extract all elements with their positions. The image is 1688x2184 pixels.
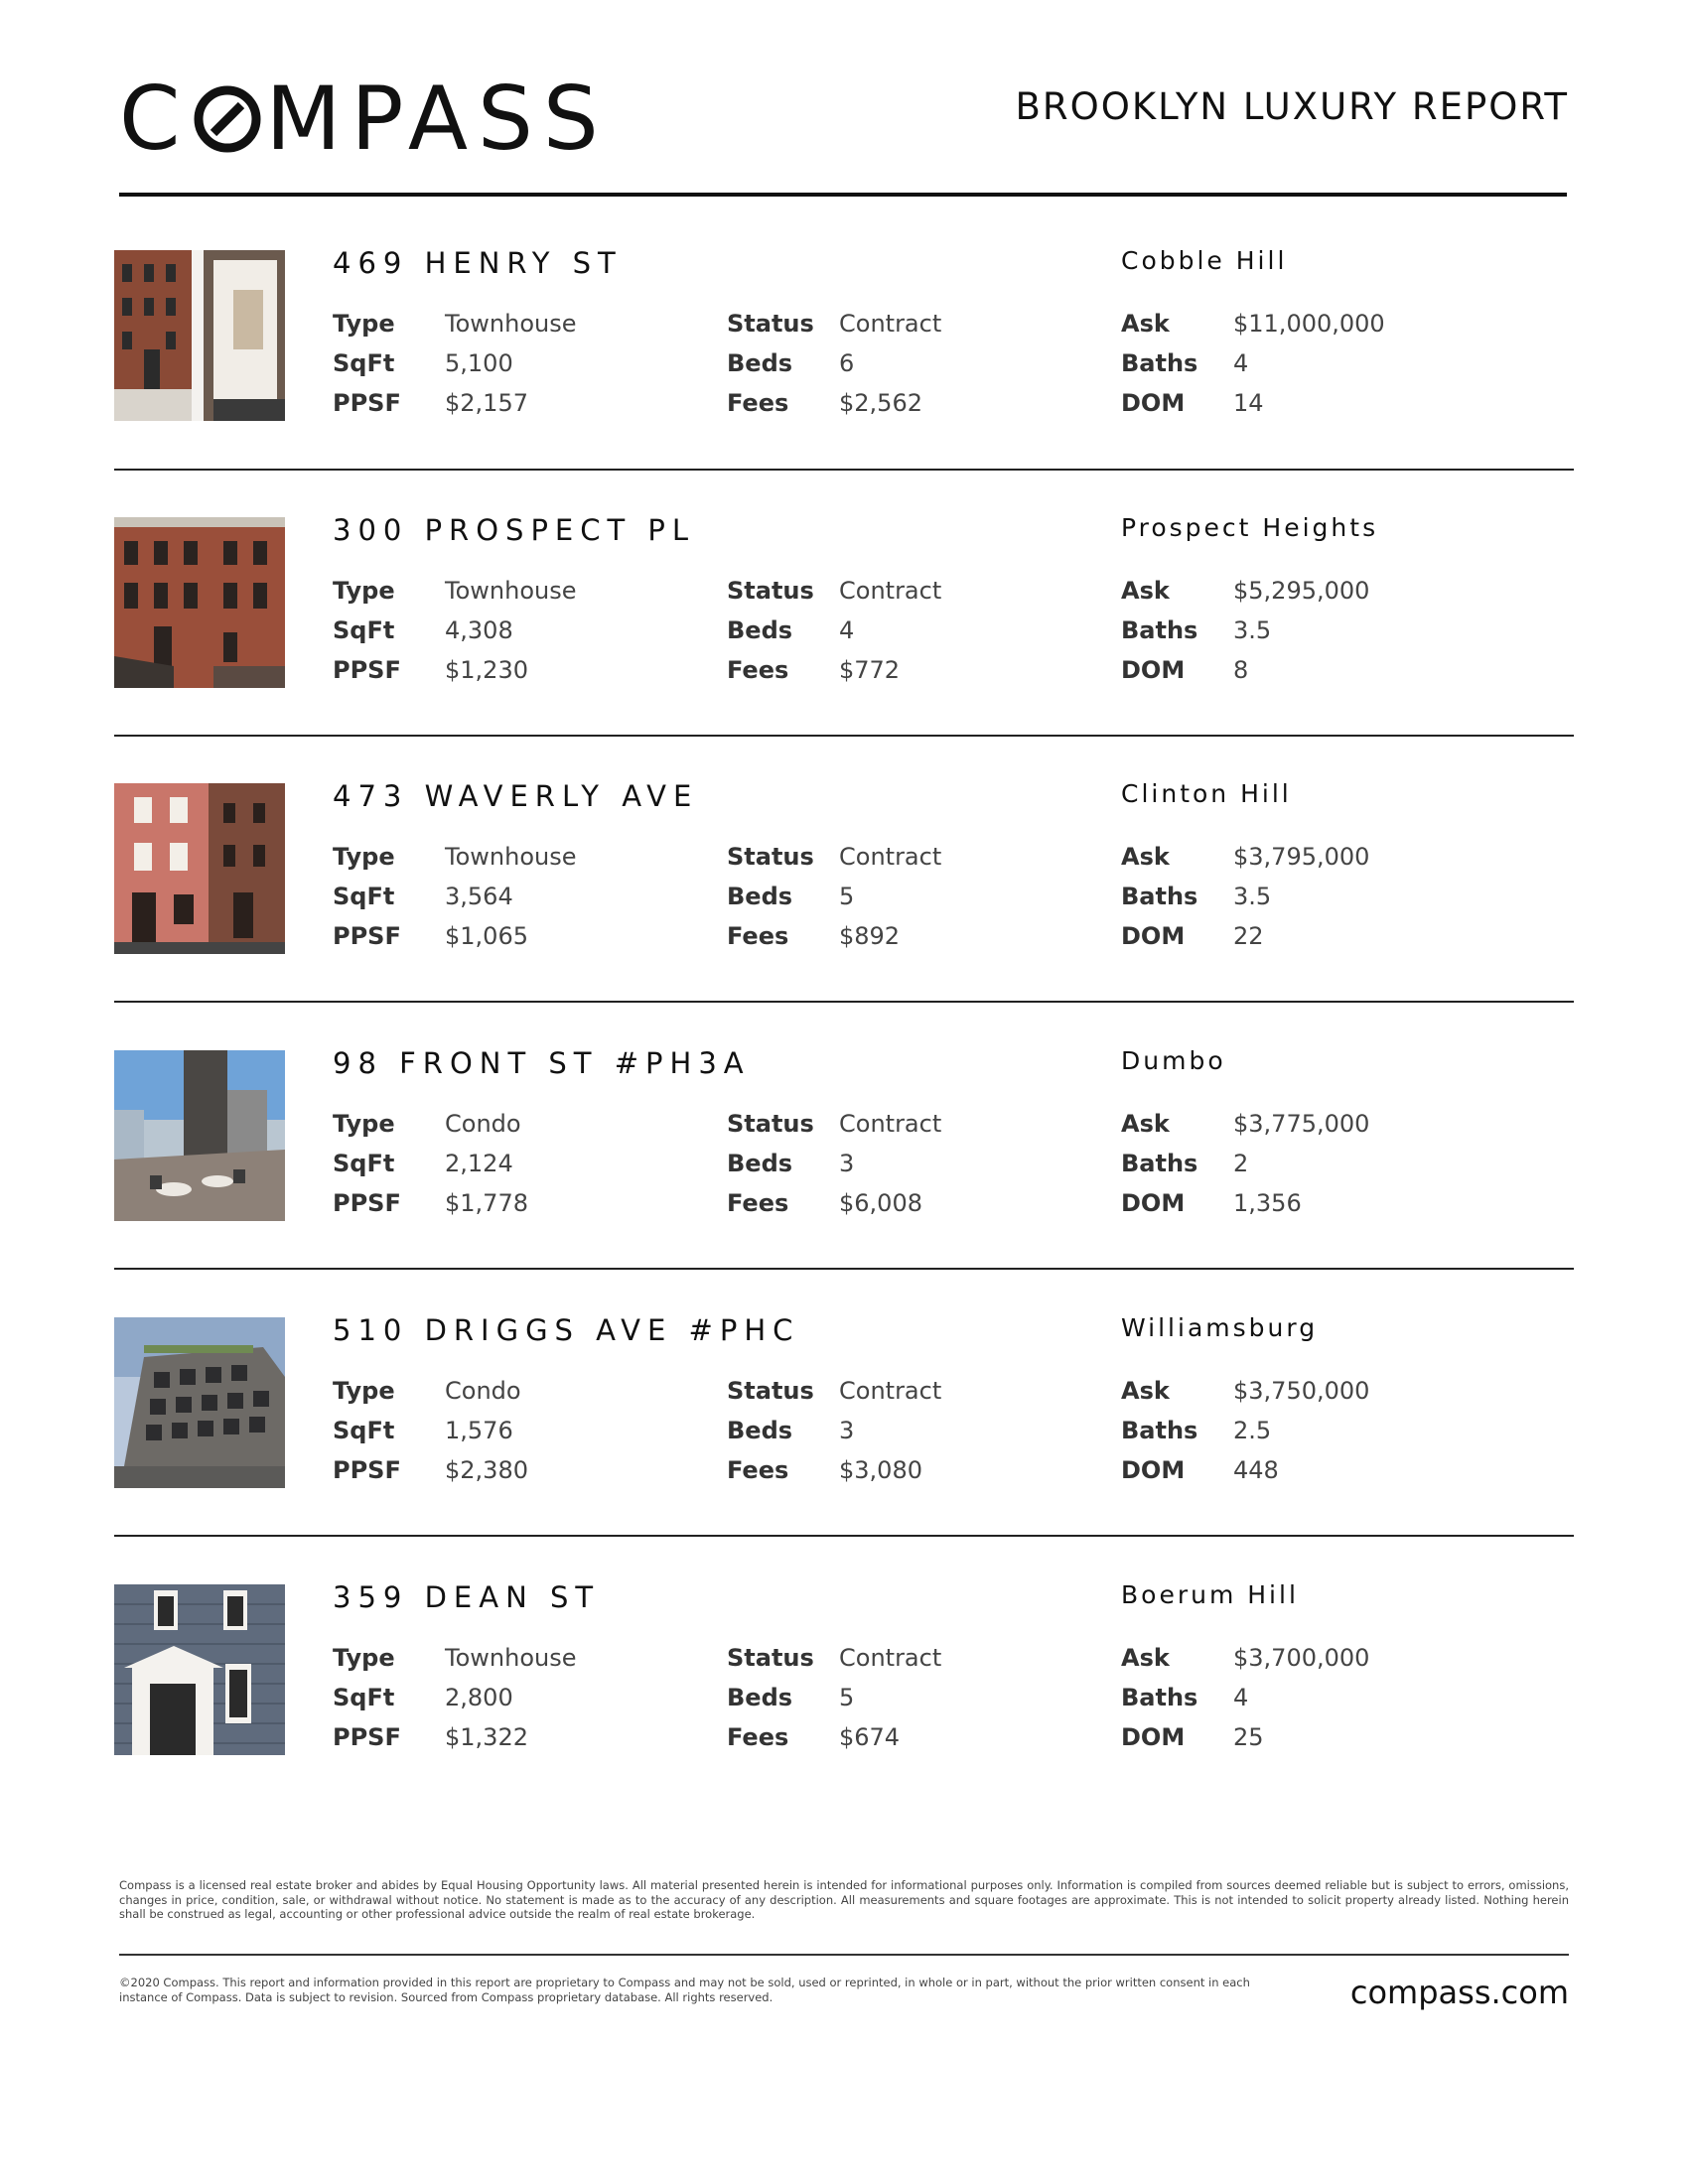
listing-details xyxy=(333,837,1554,956)
fees-label: Fees xyxy=(727,1456,789,1484)
type-label: Type xyxy=(333,1644,395,1672)
sqft-value: 2,124 xyxy=(445,1150,513,1177)
ask-label: Ask xyxy=(1121,310,1170,338)
footer-divider xyxy=(119,1954,1569,1956)
type-label: Type xyxy=(333,843,395,871)
listing-divider xyxy=(114,469,1574,471)
listing-address: 300 PROSPECT PL xyxy=(333,513,696,547)
listing-address: 98 FRONT ST #PH3A xyxy=(333,1046,751,1080)
type-label: Type xyxy=(333,1377,395,1405)
type-value: Condo xyxy=(445,1377,521,1405)
listing-neighborhood: Clinton Hill xyxy=(1121,779,1292,808)
listing-divider xyxy=(114,1535,1574,1537)
listing-address: 359 DEAN ST xyxy=(333,1580,601,1614)
status-value: Contract xyxy=(839,577,942,605)
ask-label: Ask xyxy=(1121,843,1170,871)
report-title: BROOKLYN LUXURY REPORT xyxy=(1015,85,1569,128)
fees-label: Fees xyxy=(727,1723,789,1751)
listing-neighborhood: Boerum Hill xyxy=(1121,1580,1299,1609)
listing-510-driggs-ave-phc xyxy=(114,1313,1574,1556)
ask-value: $11,000,000 xyxy=(1233,310,1385,338)
status-label: Status xyxy=(727,1644,814,1672)
ppsf-value: $1,778 xyxy=(445,1189,528,1217)
beds-label: Beds xyxy=(727,349,793,377)
status-value: Contract xyxy=(839,310,942,338)
ppsf-value: $1,065 xyxy=(445,922,528,950)
listing-address: 473 WAVERLY AVE xyxy=(333,779,699,813)
ask-label: Ask xyxy=(1121,1644,1170,1672)
baths-label: Baths xyxy=(1121,349,1198,377)
beds-label: Beds xyxy=(727,616,793,644)
sqft-label: SqFt xyxy=(333,1417,395,1444)
dom-value: 8 xyxy=(1233,656,1249,684)
listing-details xyxy=(333,304,1554,423)
status-label: Status xyxy=(727,1377,814,1405)
website-url: compass.com xyxy=(1349,1974,1569,2011)
ask-label: Ask xyxy=(1121,1377,1170,1405)
ask-label: Ask xyxy=(1121,1110,1170,1138)
copyright-notice: ©2020 Compass. This report and information provided in this report are proprietary to Compass and may not be sold, used or reprinted, in whole or in part, without the prior written consent in each instance of Compass. Data is subject to revision. Sourced from Compass proprietary database. All rights reserved. xyxy=(119,1976,1250,2004)
status-value: Contract xyxy=(839,843,942,871)
dom-label: DOM xyxy=(1121,656,1186,684)
ppsf-label: PPSF xyxy=(333,1189,401,1217)
type-value: Townhouse xyxy=(445,310,577,338)
type-value: Condo xyxy=(445,1110,521,1138)
dom-value: 448 xyxy=(1233,1456,1279,1484)
status-label: Status xyxy=(727,310,814,338)
type-label: Type xyxy=(333,577,395,605)
dom-label: DOM xyxy=(1121,1723,1186,1751)
ask-value: $3,795,000 xyxy=(1233,843,1370,871)
listing-469-henry-st xyxy=(114,246,1574,488)
fees-label: Fees xyxy=(727,922,789,950)
sqft-value: 1,576 xyxy=(445,1417,513,1444)
type-value: Townhouse xyxy=(445,577,577,605)
legal-disclaimer: Compass is a licensed real estate broker and abides by Equal Housing Opportunity laws. All material presented herein is intended for informational purposes only. Information is compiled from sources deemed reliable but is subject to errors, omissions, changes in price, condition, sale, or withdrawal without notice. No statement is made as to the accuracy of any description. All measurements and square footages are approximate. This is not intended to solicit property already listed. Nothing herein shall be construed as legal, accounting or other professional advice outside the realm of real estate brokerage. xyxy=(119,1878,1569,1921)
ppsf-label: PPSF xyxy=(333,389,401,417)
ppsf-value: $1,322 xyxy=(445,1723,528,1751)
sqft-label: SqFt xyxy=(333,883,395,910)
fees-value: $3,080 xyxy=(839,1456,922,1484)
baths-label: Baths xyxy=(1121,616,1198,644)
fees-label: Fees xyxy=(727,1189,789,1217)
listing-photo xyxy=(114,250,285,421)
fees-value: $772 xyxy=(839,656,901,684)
sqft-label: SqFt xyxy=(333,349,395,377)
listing-divider xyxy=(114,1268,1574,1270)
sqft-label: SqFt xyxy=(333,616,395,644)
compass-o-icon xyxy=(194,85,261,153)
baths-value: 2 xyxy=(1233,1150,1249,1177)
dom-label: DOM xyxy=(1121,922,1186,950)
baths-label: Baths xyxy=(1121,1684,1198,1711)
ppsf-label: PPSF xyxy=(333,1456,401,1484)
ppsf-label: PPSF xyxy=(333,922,401,950)
listing-photo xyxy=(114,1050,285,1221)
sqft-value: 4,308 xyxy=(445,616,513,644)
dom-value: 1,356 xyxy=(1233,1189,1302,1217)
sqft-label: SqFt xyxy=(333,1684,395,1711)
beds-value: 3 xyxy=(839,1150,855,1177)
beds-label: Beds xyxy=(727,1684,793,1711)
listing-photo xyxy=(114,783,285,954)
listing-photo xyxy=(114,1317,285,1488)
sqft-value: 2,800 xyxy=(445,1684,513,1711)
ask-label: Ask xyxy=(1121,577,1170,605)
listing-photo xyxy=(114,517,285,688)
listing-details xyxy=(333,1638,1554,1757)
beds-value: 6 xyxy=(839,349,855,377)
header-divider xyxy=(119,193,1567,197)
ask-value: $3,775,000 xyxy=(1233,1110,1370,1138)
baths-label: Baths xyxy=(1121,1150,1198,1177)
baths-value: 3.5 xyxy=(1233,883,1272,910)
type-value: Townhouse xyxy=(445,1644,577,1672)
fees-value: $892 xyxy=(839,922,901,950)
baths-label: Baths xyxy=(1121,1417,1198,1444)
fees-label: Fees xyxy=(727,389,789,417)
listing-473-waverly-ave xyxy=(114,779,1574,1022)
listing-divider xyxy=(114,735,1574,737)
type-value: Townhouse xyxy=(445,843,577,871)
listing-neighborhood: Prospect Heights xyxy=(1121,513,1379,542)
beds-label: Beds xyxy=(727,1417,793,1444)
baths-value: 2.5 xyxy=(1233,1417,1272,1444)
ask-value: $3,700,000 xyxy=(1233,1644,1370,1672)
compass-logo xyxy=(119,68,609,170)
dom-label: DOM xyxy=(1121,1189,1186,1217)
baths-value: 3.5 xyxy=(1233,616,1272,644)
listing-address: 469 HENRY ST xyxy=(333,246,623,280)
dom-value: 22 xyxy=(1233,922,1264,950)
beds-value: 5 xyxy=(839,1684,855,1711)
listing-photo xyxy=(114,1584,285,1755)
fees-label: Fees xyxy=(727,656,789,684)
logo-letter-c: C xyxy=(119,68,191,170)
listing-address: 510 DRIGGS AVE #PHC xyxy=(333,1313,800,1347)
ppsf-value: $2,157 xyxy=(445,389,528,417)
baths-value: 4 xyxy=(1233,1684,1249,1711)
listing-359-dean-st xyxy=(114,1580,1574,1823)
beds-value: 5 xyxy=(839,883,855,910)
baths-value: 4 xyxy=(1233,349,1249,377)
listing-details xyxy=(333,1104,1554,1223)
listing-neighborhood: Cobble Hill xyxy=(1121,246,1288,275)
ppsf-value: $1,230 xyxy=(445,656,528,684)
sqft-value: 3,564 xyxy=(445,883,513,910)
fees-value: $2,562 xyxy=(839,389,922,417)
type-label: Type xyxy=(333,310,395,338)
ask-value: $5,295,000 xyxy=(1233,577,1370,605)
ppsf-value: $2,380 xyxy=(445,1456,528,1484)
listing-neighborhood: Dumbo xyxy=(1121,1046,1226,1075)
status-label: Status xyxy=(727,843,814,871)
beds-label: Beds xyxy=(727,883,793,910)
sqft-label: SqFt xyxy=(333,1150,395,1177)
dom-label: DOM xyxy=(1121,389,1186,417)
status-label: Status xyxy=(727,1110,814,1138)
type-label: Type xyxy=(333,1110,395,1138)
status-value: Contract xyxy=(839,1644,942,1672)
status-value: Contract xyxy=(839,1110,942,1138)
report-header xyxy=(119,68,1569,170)
status-label: Status xyxy=(727,577,814,605)
beds-label: Beds xyxy=(727,1150,793,1177)
listing-300-prospect-pl xyxy=(114,513,1574,755)
beds-value: 3 xyxy=(839,1417,855,1444)
ppsf-label: PPSF xyxy=(333,1723,401,1751)
fees-value: $674 xyxy=(839,1723,901,1751)
dom-value: 14 xyxy=(1233,389,1264,417)
ask-value: $3,750,000 xyxy=(1233,1377,1370,1405)
ppsf-label: PPSF xyxy=(333,656,401,684)
sqft-value: 5,100 xyxy=(445,349,513,377)
listing-divider xyxy=(114,1001,1574,1003)
dom-label: DOM xyxy=(1121,1456,1186,1484)
fees-value: $6,008 xyxy=(839,1189,922,1217)
listing-details xyxy=(333,1371,1554,1490)
beds-value: 4 xyxy=(839,616,855,644)
listing-details xyxy=(333,571,1554,690)
listing-98-front-st-ph3a xyxy=(114,1046,1574,1289)
baths-label: Baths xyxy=(1121,883,1198,910)
status-value: Contract xyxy=(839,1377,942,1405)
dom-value: 25 xyxy=(1233,1723,1264,1751)
listing-neighborhood: Williamsburg xyxy=(1121,1313,1319,1342)
logo-letters-mpass: MPASS xyxy=(265,68,609,170)
